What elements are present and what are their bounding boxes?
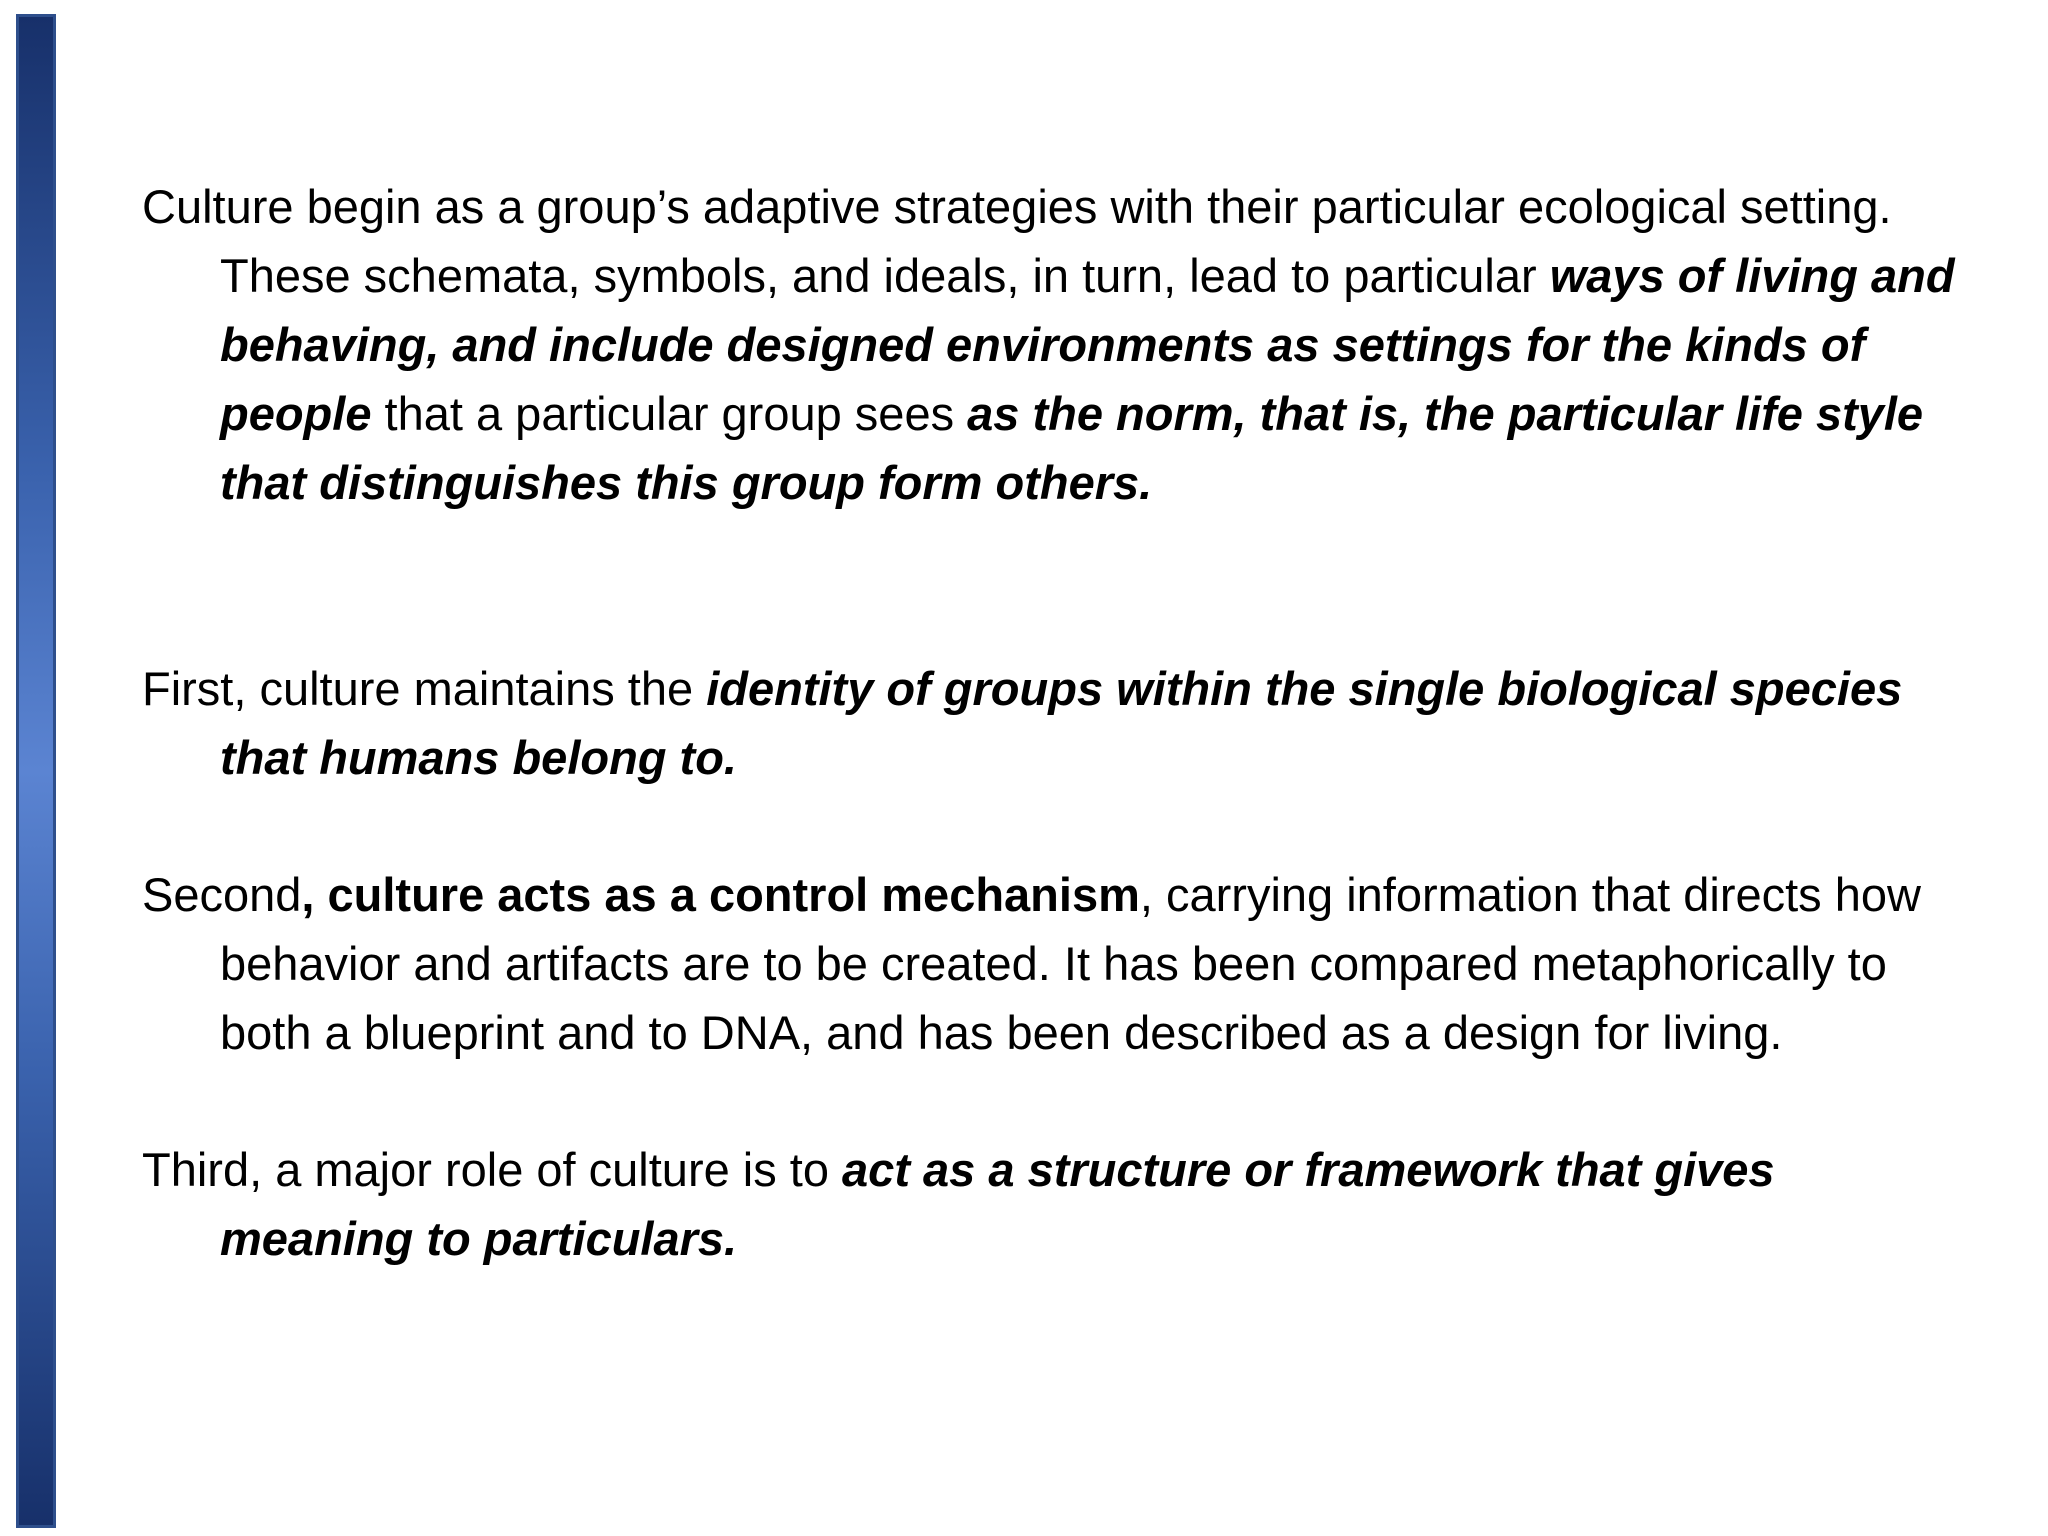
spacer	[142, 792, 1962, 860]
emphasis-segment: ways of living and behaving, and include designed environments as settings for the kinds of people	[220, 249, 1955, 440]
paragraph-second-role	[142, 860, 1962, 1067]
text-segment: , carrying information that directs how behavior and artifacts are to be created. It has been compared metaphorically to both a blueprint and to DNA, and has been described as a design for living.	[220, 868, 1921, 1059]
text-segment: Second	[142, 868, 302, 921]
spacer	[142, 517, 1962, 654]
emphasis-segment: identity of groups within the single biological species that humans belong to.	[220, 662, 1903, 784]
slide-body	[142, 172, 1962, 1273]
spacer	[142, 1067, 1962, 1135]
decorative-side-bar	[16, 14, 56, 1528]
text-segment: Culture begin as a group’s adaptive strategies with their particular ecological setting. These schemata, symbols, and ideals, in turn, lead to particular	[142, 180, 1892, 302]
emphasis-segment: , culture acts as a control mechanism	[301, 868, 1140, 921]
emphasis-segment: as the norm, that is, the particular life style that distinguishes this group form others.	[220, 387, 1924, 509]
paragraph-first-role	[142, 654, 1962, 792]
text-segment: that a particular group sees	[371, 387, 968, 440]
text-segment: First, culture maintains the	[142, 662, 707, 715]
emphasis-segment: act as a structure or framework that gives meaning to particulars.	[220, 1143, 1775, 1265]
paragraph-third-role	[142, 1135, 1962, 1273]
text-segment: Third, a major role of culture is to	[142, 1143, 843, 1196]
paragraph-culture-origin	[142, 172, 1962, 517]
